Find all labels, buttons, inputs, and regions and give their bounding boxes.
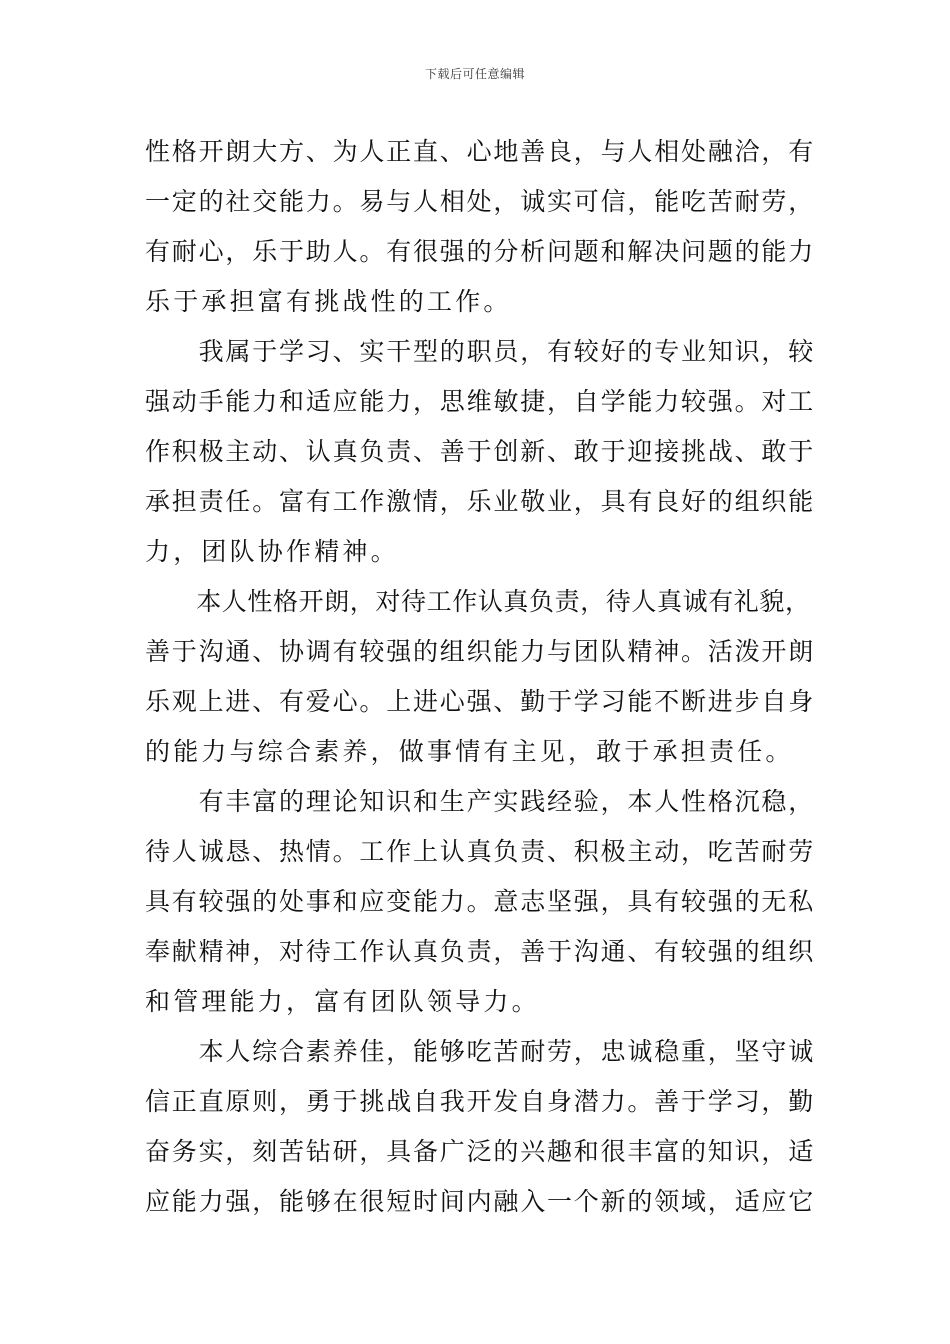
text-line: 承担责任。富有工作激情，乐业敬业，具有良好的组织能 [145, 487, 816, 516]
text-line: 有丰富的理论知识和生产实践经验，本人性格沉稳， [145, 787, 816, 816]
text-line: 一定的社交能力。易与人相处，诚实可信，能吃苦耐劳， [145, 187, 816, 216]
text-line: 应能力强，能够在很短时间内融入一个新的领域，适应它 [145, 1187, 816, 1216]
paragraph-4 [145, 777, 815, 1027]
page-header: 下载后可任意编辑 [424, 67, 525, 81]
text-line: 本人综合素养佳，能够吃苦耐劳，忠诚稳重，坚守诚 [145, 1037, 816, 1066]
text-line: 信正直原则，勇于挑战自我开发自身潜力。善于学习，勤 [145, 1087, 816, 1116]
text-line: 乐于承担富有挑战性的工作。 [145, 287, 512, 316]
text-line: 强动手能力和适应能力，思维敏捷，自学能力较强。对工 [145, 387, 816, 416]
text-line: 有耐心，乐于助人。有很强的分析问题和解决问题的能力 [145, 237, 816, 266]
text-line: 善于沟通、协调有较强的组织能力与团队精神。活泼开朗 [145, 637, 816, 666]
text-line: 作积极主动、认真负责、善于创新、敢于迎接挑战、敢于 [145, 437, 816, 466]
text-line: 本人性格开朗，对待工作认真负责，待人真诚有礼貌， [145, 587, 811, 616]
paragraph-2 [145, 327, 815, 577]
text-line: 乐观上进、有爱心。上进心强、勤于学习能不断进步自身 [145, 687, 816, 716]
text-line: 待人诚恳、热情。工作上认真负责、积极主动，吃苦耐劳 [145, 837, 816, 866]
text-line: 奉献精神，对待工作认真负责，善于沟通、有较强的组织 [145, 937, 816, 966]
text-line: 和管理能力，富有团队领导力。 [145, 987, 540, 1016]
text-line: 的能力与综合素养，做事情有主见，敢于承担责任。 [145, 737, 794, 766]
text-line: 我属于学习、实干型的职员，有较好的专业知识，较 [145, 337, 816, 366]
document-body [145, 127, 815, 1227]
text-line: 力，团队协作精神。 [145, 537, 399, 566]
text-line: 具有较强的处事和应变能力。意志坚强，具有较强的无私 [145, 887, 816, 916]
text-line: 奋务实，刻苦钻研，具备广泛的兴趣和很丰富的知识，适 [145, 1137, 816, 1166]
paragraph-5 [145, 1027, 815, 1227]
paragraph-1 [145, 127, 815, 327]
text-line: 性格开朗大方、为人正直、心地善良，与人相处融洽，有 [145, 137, 816, 166]
paragraph-3 [145, 577, 815, 777]
